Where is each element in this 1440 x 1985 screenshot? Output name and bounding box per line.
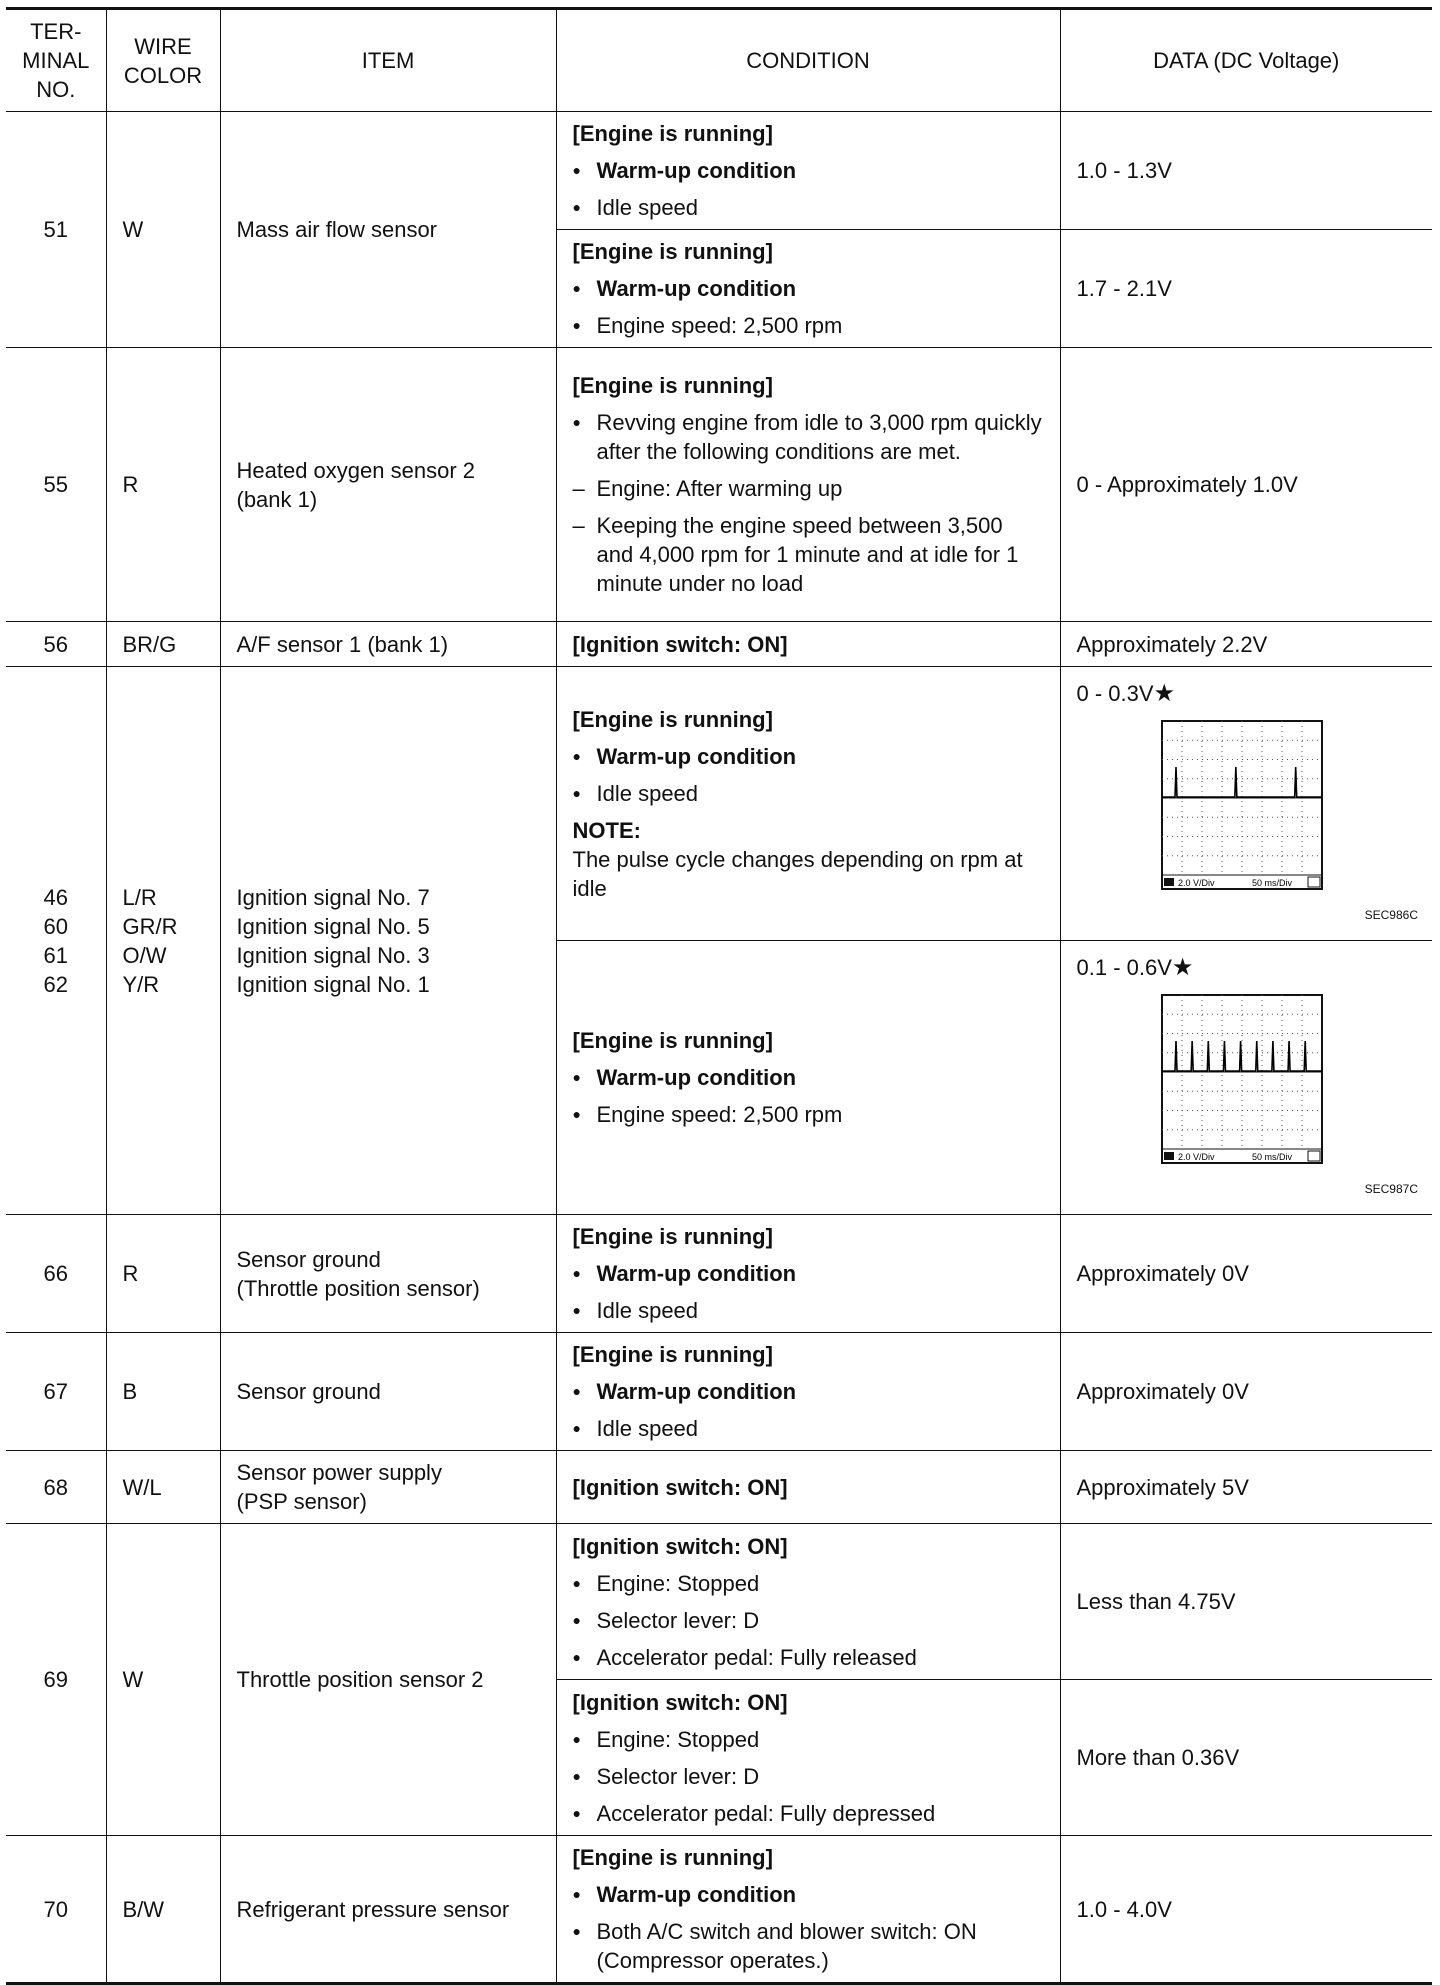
wire-color: R [106,348,220,622]
scope-time-scale: 50 ms/Div [1251,878,1292,888]
terminal-no: 51 [6,112,106,348]
data-value: 1.7 - 2.1V [1060,230,1432,348]
terminal-no: 69 [6,1524,106,1836]
scope-channel-icon [1164,878,1174,886]
note: NOTE: The pulse cycle changes depending on rpm at idle [572,817,1023,901]
item: Refrigerant pressure sensor [220,1836,556,1984]
table-row [6,1451,1432,1524]
wire-color: B/W [106,1836,220,1984]
oscilloscope-waveform-2500rpm [1159,992,1326,1178]
header-terminal-no: TER- MINAL NO. [6,9,106,112]
data-value: More than 0.36V [1060,1680,1432,1836]
wire-color: BR/G [106,622,220,667]
wire-color: W [106,1524,220,1836]
table-row [6,1215,1432,1333]
item: Sensor power supply (PSP sensor) [220,1451,556,1524]
scope-time-scale: 50 ms/Div [1251,1152,1292,1162]
data-value: Approximately 5V [1060,1451,1432,1524]
header-item: ITEM [220,9,556,112]
star-icon: ★ [1153,680,1176,707]
item: Heated oxygen sensor 2 (bank 1) [220,348,556,622]
table-row [6,1836,1432,1984]
data-value: 0 - Approximately 1.0V [1060,348,1432,622]
ecm-terminal-table [6,7,1432,1985]
header-wire-color: WIRE COLOR [106,9,220,112]
condition: [Engine is running] ● Warm-up condition ● Idle speed [556,1215,1060,1333]
condition: [Ignition switch: ON] ● Engine: Stopped ● Selector lever: D ● Accelerator pedal: Fully depressed [556,1680,1060,1836]
item: Ignition signal No. 7 Ignition signal No. 5 Ignition signal No. 3 Ignition signal No. 1 [220,667,556,1215]
terminal-no: 55 [6,348,106,622]
table-row [6,622,1432,667]
wire-color: W [106,112,220,348]
item: Throttle position sensor 2 [220,1524,556,1836]
wire-color: W/L [106,1451,220,1524]
condition: [Ignition switch: ON] [556,622,1060,667]
condition: [Engine is running] ● Warm-up condition ● Engine speed: 2,500 rpm [556,230,1060,348]
condition: [Ignition switch: ON] ● Engine: Stopped ● Selector lever: D ● Accelerator pedal: Fully released [556,1524,1060,1680]
wire-color: B [106,1333,220,1451]
condition: [Engine is running] ● Warm-up condition ● Idle speed [556,112,1060,230]
condition: [Engine is running] ● Revving engine from idle to 3,000 rpm quickly after the following conditions are met. – Engine: After warming up – Keeping the engine speed between 3,500 and 4,000 rpm for 1 minute and at idle for 1 minute under no load [556,348,1060,622]
data-value: 1.0 - 1.3V [1060,112,1432,230]
table-row [6,1524,1432,1680]
scope-box-icon [1308,877,1320,887]
oscilloscope-waveform-idle [1159,718,1326,904]
terminal-no: 68 [6,1451,106,1524]
terminal-no: 56 [6,622,106,667]
scope-volt-scale: 2.0 V/Div [1177,878,1215,888]
condition: [Engine is running] ● Warm-up condition ● Engine speed: 2,500 rpm [556,941,1060,1215]
wire-color: R [106,1215,220,1333]
header-condition: CONDITION [556,9,1060,112]
terminal-no: 70 [6,1836,106,1984]
star-icon: ★ [1171,954,1194,981]
table-row [6,667,1432,941]
figure-code: SEC986C [1364,908,1418,922]
figure-code: SEC987C [1364,1182,1418,1196]
data-value: Approximately 2.2V [1060,622,1432,667]
scope-box-icon [1308,1151,1320,1161]
condition: [Engine is running] ● Warm-up condition ● Both A/C switch and blower switch: ON (Compressor operates.) [556,1836,1060,1984]
terminal-no: 66 [6,1215,106,1333]
terminal-no: 67 [6,1333,106,1451]
header-row [6,9,1432,112]
data-value: 0.1 - 0.6V★ 2.0 V/Div 50 ms/Div SEC987C [1060,941,1432,1215]
data-value: 0 - 0.3V★ 2.0 V/Div 50 ms/Div SEC986C [1060,667,1432,941]
terminal-no: 46 60 61 62 [6,667,106,1215]
data-value: Approximately 0V [1060,1215,1432,1333]
scope-channel-icon [1164,1152,1174,1160]
item: A/F sensor 1 (bank 1) [220,622,556,667]
data-value: 1.0 - 4.0V [1060,1836,1432,1984]
item: Sensor ground (Throttle position sensor) [220,1215,556,1333]
data-value: Less than 4.75V [1060,1524,1432,1680]
table-row [6,348,1432,622]
header-data: DATA (DC Voltage) [1060,9,1432,112]
wire-color: L/R GR/R O/W Y/R [106,667,220,1215]
condition: [Engine is running] ● Warm-up condition ● Idle speed NOTE: The pulse cycle changes depending on rpm at idle [556,667,1060,941]
condition: [Ignition switch: ON] [556,1451,1060,1524]
condition: [Engine is running] ● Warm-up condition ● Idle speed [556,1333,1060,1451]
data-value: Approximately 0V [1060,1333,1432,1451]
item: Mass air flow sensor [220,112,556,348]
scope-volt-scale: 2.0 V/Div [1177,1152,1215,1162]
item: Sensor ground [220,1333,556,1451]
table-row [6,112,1432,230]
table-row [6,1333,1432,1451]
